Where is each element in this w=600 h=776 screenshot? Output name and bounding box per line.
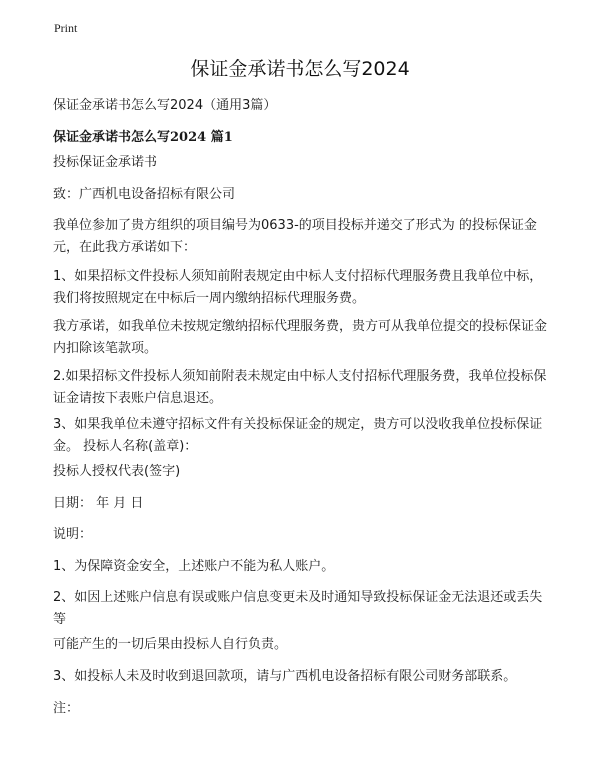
note-2-continued: 可能产生的一切后果由投标人自行负责。 xyxy=(53,637,288,652)
section-heading: 保证金承诺书怎么写2024 篇1 xyxy=(53,130,233,145)
subtitle: 保证金承诺书怎么写2024（通用3篇） xyxy=(53,98,277,113)
note-2: 2、如因上述账户信息有误或账户信息变更未及时通知导致投标保证金无法退还或丢失等 xyxy=(53,590,543,627)
page-title: 保证金承诺书怎么写2024 xyxy=(190,58,410,80)
addressee: 致：广西机电设备招标有限公司 xyxy=(53,187,236,202)
date-line: 日期： 年 月 日 xyxy=(53,496,144,511)
paragraph-commitment: 我方承诺，如我单位未按规定缴纳招标代理服务费，贵方可从我单位提交的投标保证金 内扣除该笔款项。 xyxy=(53,319,548,356)
representative-signature: 投标人授权代表(签字) xyxy=(53,464,181,479)
notes-label: 说明： xyxy=(53,527,93,542)
print-label: Print xyxy=(54,21,78,35)
paragraph-intro: 我单位参加了贵方组织的项目编号为0633-的项目投标并递交了形式为 的投标保证金 元，在此我方承诺如下： xyxy=(53,218,537,255)
note-3: 3、如投标人未及时收到退回款项，请与广西机电设备招标有限公司财务部联系。 xyxy=(53,669,517,684)
paragraph-item-3: 3、如果我单位未遵守招标文件有关投标保证金的规定，贵方可以没收我单位投标保证金。 投标人名称(盖章)： xyxy=(53,417,543,454)
doc-title: 投标保证金承诺书 xyxy=(53,155,158,170)
footnote-label: 注： xyxy=(53,701,80,716)
paragraph-item-2: 2.如果招标文件投标人须知前附表未规定由中标人支付招标代理服务费，我单位投标保 证金请按下表账户信息退还。 xyxy=(53,369,547,406)
note-1: 1、为保障资金安全，上述账户不能为私人账户。 xyxy=(53,559,335,574)
paragraph-item-1: 1、如果招标文件投标人须知前附表规定由中标人支付招标代理服务费且我单位中标，我们将按照规定在中标后一周内缴纳招标代理服务费。 xyxy=(53,269,543,306)
